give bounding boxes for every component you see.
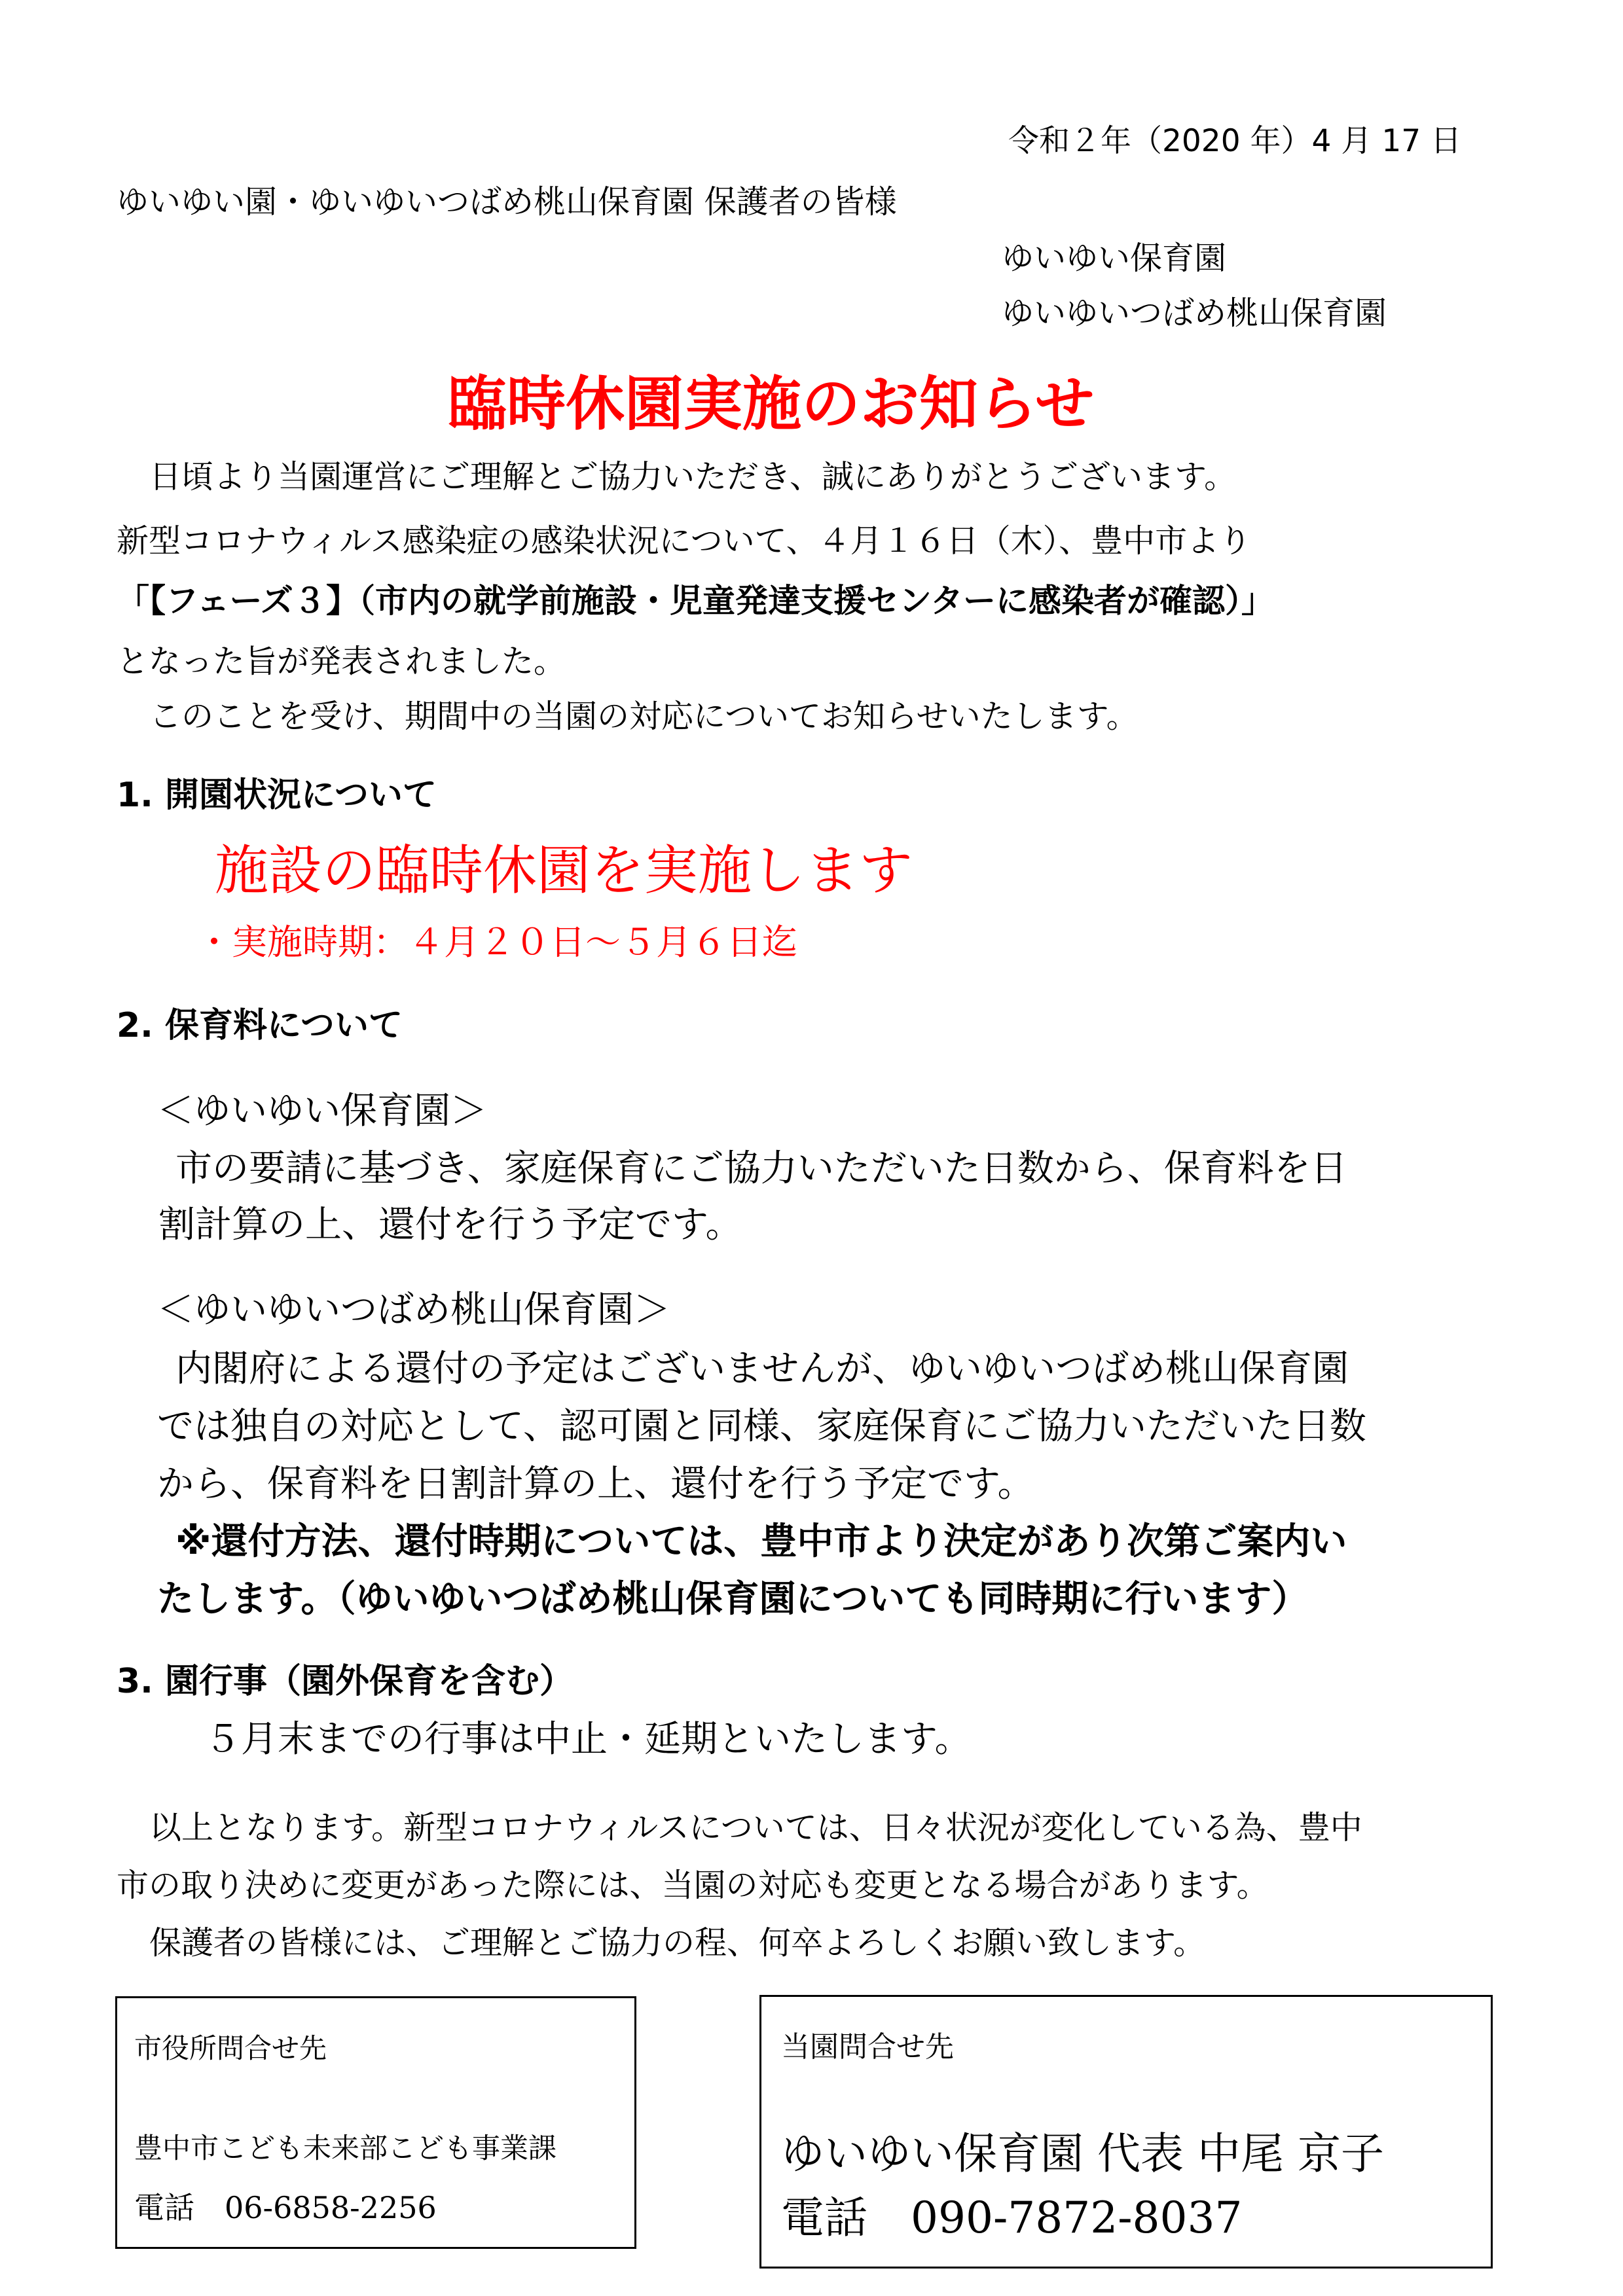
closing-line-1: 以上となります。新型コロナウィルスについては、日々状況が変化している為、豊中	[149, 1809, 1362, 1846]
intro-line-5: このことを受け、期間中の当園の対応についてお知らせいたします。	[149, 698, 1139, 735]
city-contact-label: 市役所問合せ先	[134, 2032, 327, 2064]
school-contact-phone: 電話 090-7872-8037	[781, 2193, 1243, 2243]
section-2-sub2-title: ＜ゆいゆいつばめ桃山保育園＞	[157, 1289, 670, 1331]
section-2-sub1-line2: 割計算の上、還付を行う予定です。	[158, 1204, 742, 1246]
section-1-period: ・実施時期：４月２０日～５月６日迄	[196, 922, 797, 963]
section-2-note-line1: ※還付方法、還付時期については、豊中市より決定があり次第ご案内い	[175, 1520, 1347, 1563]
section-3-heading: 3. 園行事（園外保育を含む）	[117, 1662, 574, 1701]
page-title: 臨時休園実施のお知らせ	[448, 370, 1095, 439]
issue-date: 令和２年（2020 年）4 月 17 日	[1008, 123, 1462, 159]
section-2-note-line2: たします。（ゆいゆいつばめ桃山保育園についても同時期に行います）	[157, 1578, 1309, 1621]
sender-2: ゆいゆいつばめ桃山保育園	[1002, 295, 1387, 332]
school-contact-name: ゆいゆい保育園 代表 中尾 京子	[781, 2128, 1384, 2179]
city-contact-dept: 豊中市こども未来部こども事業課	[134, 2132, 556, 2165]
intro-line-1: 日頃より当園運営にご理解とご協力いただき、誠にありがとうございます。	[149, 458, 1237, 495]
section-1-heading: 1. 開園状況について	[117, 776, 437, 815]
intro-line-2: 新型コロナウィルス感染症の感染状況について、４月１６日（木）、豊中市より	[117, 522, 1252, 560]
school-contact-label: 当園問合せ先	[781, 2030, 954, 2064]
school-contact-box	[759, 1995, 1493, 2269]
sender-1: ゆいゆい保育園	[1002, 240, 1227, 277]
section-2-sub1-title: ＜ゆいゆい保育園＞	[157, 1090, 487, 1132]
section-2-sub1-line1: 市の要請に基づき、家庭保育にご協力いただいた日数から、保育料を日	[175, 1147, 1347, 1190]
section-2-heading: 2. 保育料について	[117, 1006, 403, 1045]
section-2-sub2-line3: から、保育料を日割計算の上、還付を行う予定です。	[157, 1463, 1034, 1505]
section-2-sub2-line2: では独自の対応として、認可園と同様、家庭保育にご協力いただいた日数	[157, 1405, 1366, 1448]
intro-line-4: となった旨が発表されました。	[117, 643, 566, 680]
closing-line-2: 市の取り決めに変更があった際には、当園の対応も変更となる場合があります。	[117, 1867, 1269, 1904]
section-1-headline: 施設の臨時休園を実施します	[215, 840, 913, 902]
closing-line-3: 保護者の皆様には、ご理解とご協力の程、何卒よろしくお願い致します。	[149, 1924, 1206, 1962]
city-contact-phone: 電話 06-6858-2256	[134, 2190, 437, 2225]
addressee: ゆいゆい園・ゆいゆいつばめ桃山保育園 保護者の皆様	[117, 183, 897, 221]
section-2-sub2-line1: 内閣府による還付の予定はございませんが、ゆいゆいつばめ桃山保育園	[175, 1348, 1349, 1390]
intro-line-3: 「【フェーズ３】（市内の就学前施設・児童発達支援センターに感染者が確認）」	[117, 582, 1274, 620]
section-3-text: ５月末までの行事は中止・延期といたします。	[204, 1718, 972, 1761]
city-contact-box	[115, 1996, 636, 2249]
